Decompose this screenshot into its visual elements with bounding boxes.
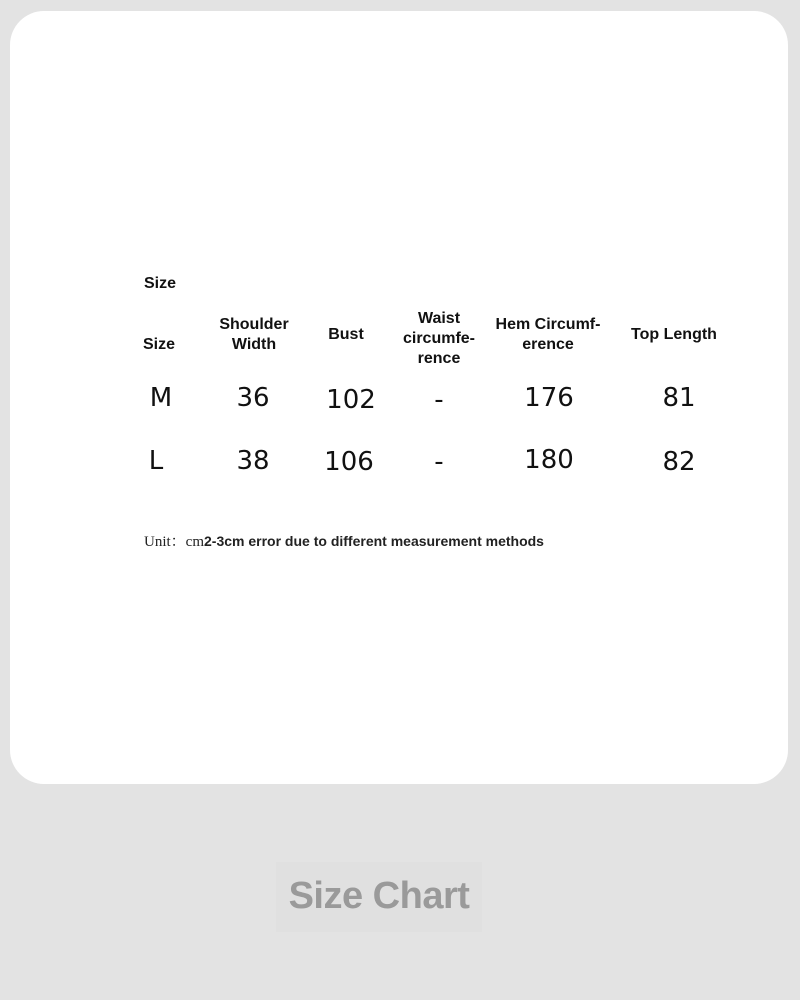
table-cell-size: L <box>148 446 164 476</box>
error-note: 2-3cm error due to different measurement methods <box>204 533 544 549</box>
page-title: Size Chart <box>276 862 482 932</box>
column-header-hem-circumference: Hem Circumf- erence <box>495 316 601 353</box>
measurement-footnote <box>144 530 544 551</box>
column-header-shoulder-width: Shoulder Width <box>219 316 289 353</box>
column-header-bust: Bust <box>328 326 364 343</box>
table-cell-bust: 102 <box>326 385 376 415</box>
table-cell-bust: 106 <box>324 447 374 477</box>
table-cell-top-length: 81 <box>662 383 696 413</box>
size-chart-card <box>10 11 788 784</box>
table-cell-waist: - <box>434 447 444 477</box>
table-cell-hem: 176 <box>524 383 574 413</box>
table-cell-shoulder-width: 36 <box>236 383 270 413</box>
table-cell-size: M <box>149 383 173 413</box>
unit-label: Unit：cm <box>144 534 204 550</box>
table-cell-shoulder-width: 38 <box>236 446 270 476</box>
section-label: Size <box>144 275 177 292</box>
table-cell-waist: - <box>434 385 444 415</box>
column-header-top-length: Top Length <box>631 326 717 343</box>
column-header-waist-circumference: Waist circumfe- rence <box>402 310 476 367</box>
table-cell-hem: 180 <box>524 445 574 475</box>
column-header-size: Size <box>142 336 176 353</box>
table-cell-top-length: 82 <box>662 447 696 477</box>
